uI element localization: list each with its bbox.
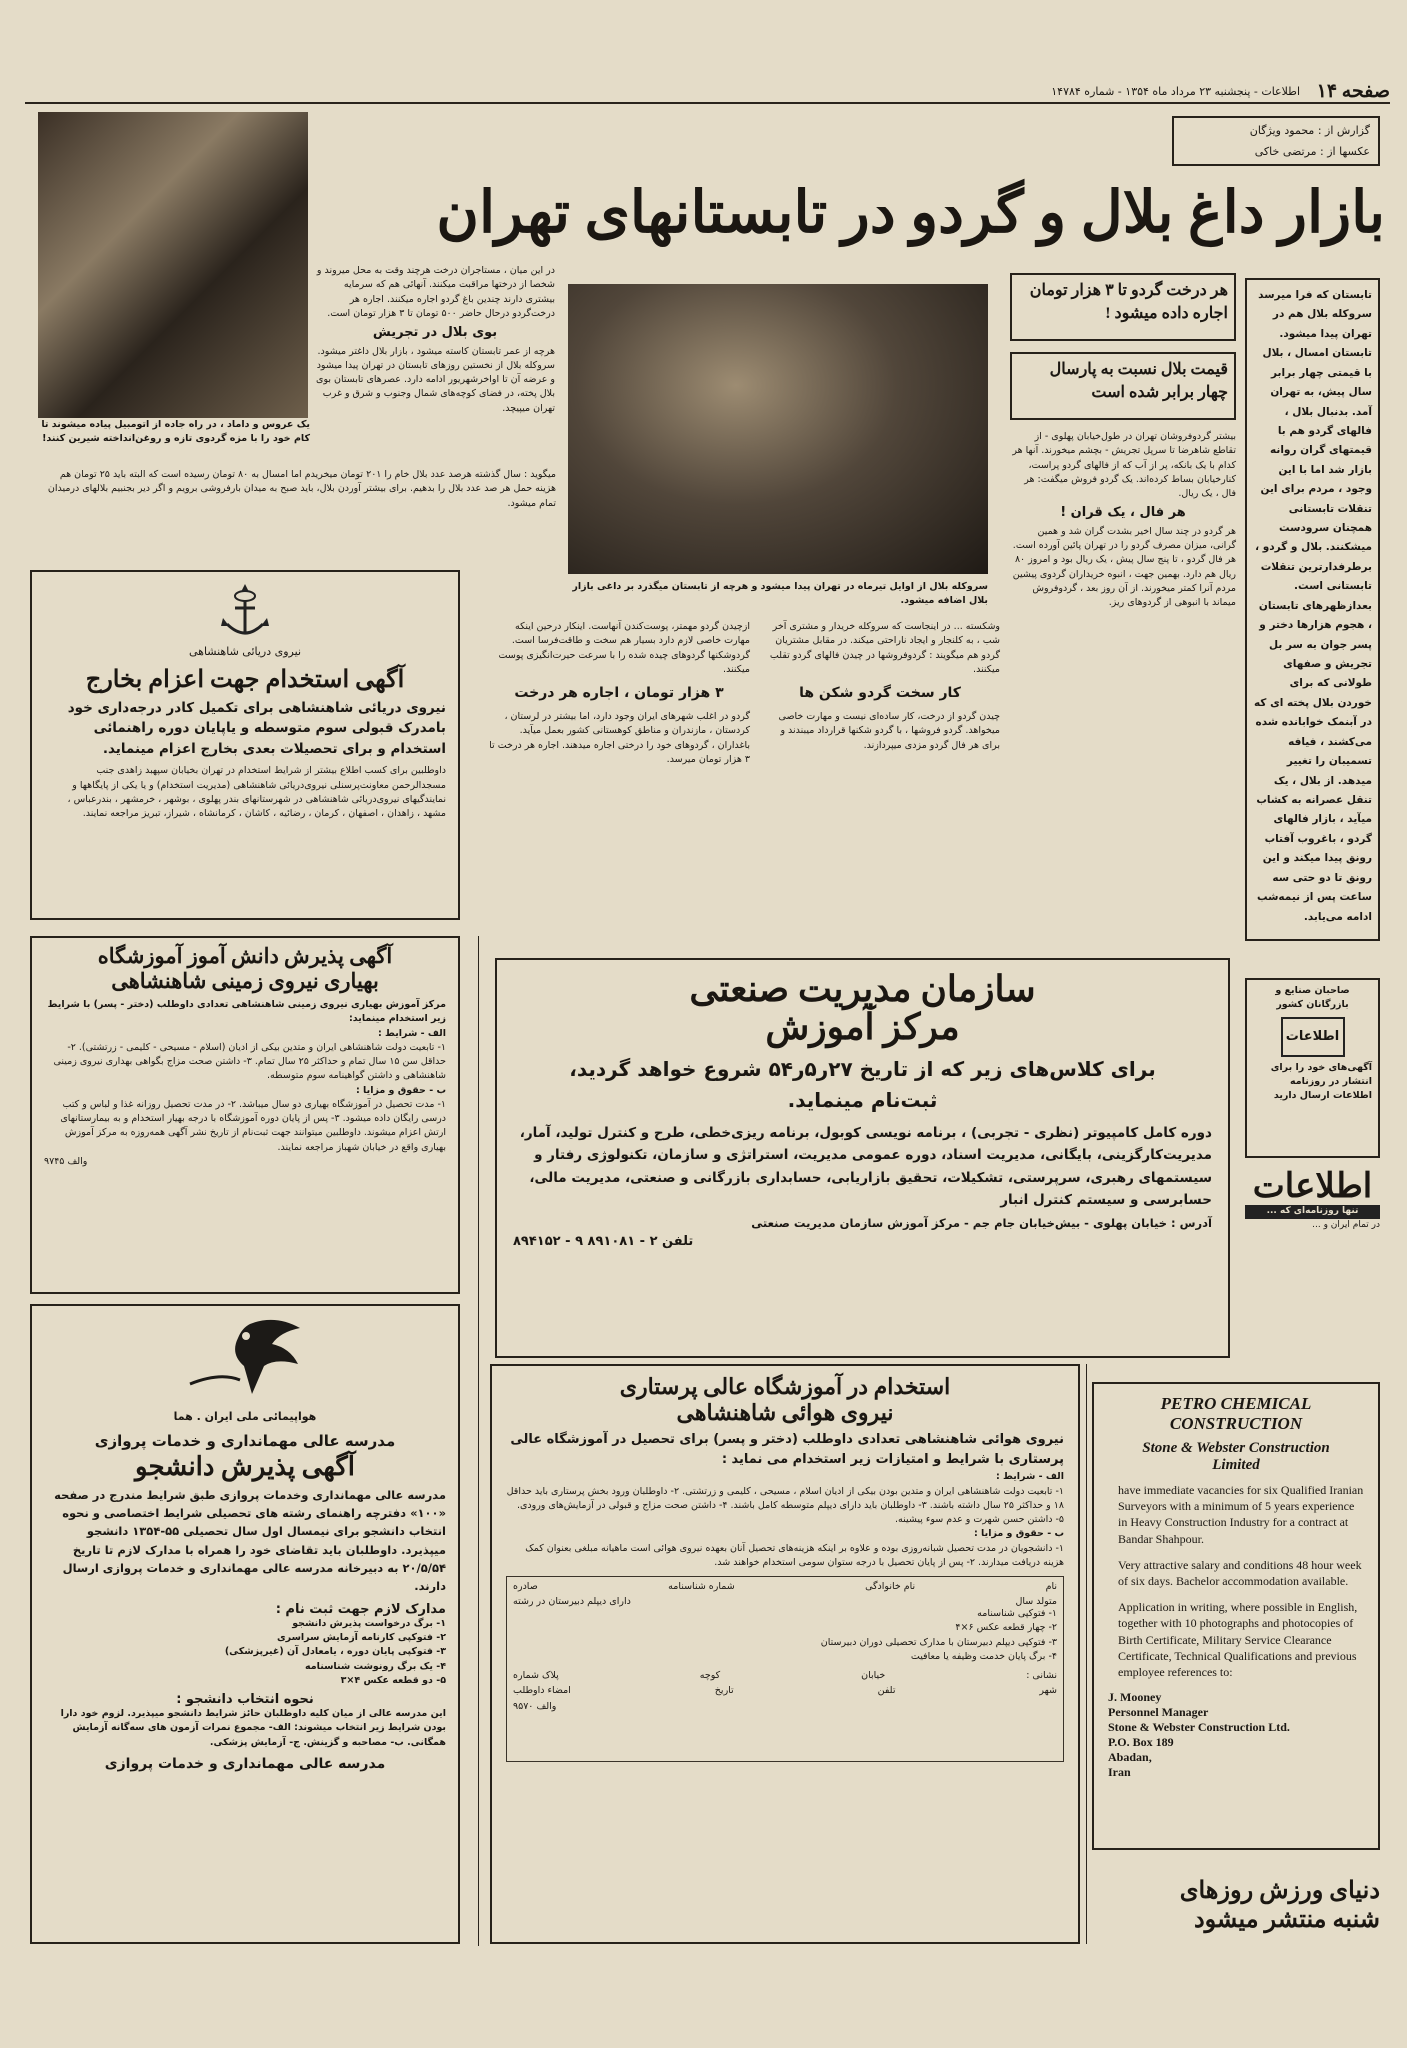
ettelaat-tagline: تنها روزنامه‌ای که ... xyxy=(1245,1205,1380,1219)
imi-courses: دوره کامل کامپیوتر (نظری - تجربی) ، برنامه نویسی کوبول، برنامه ریزی‌خطی، طرح و کنترل تولید، آمار، مدیریت‌کارگزینی، بایگانی، مدیریت اسناد، دوره عمومی مدیریت، استراتژی و سازمان، تکنولوژی رفتار و سیستمهای رهبری، سرپرستی، تشکیلات، تحقیق بازاریابی، حسابداری بازرگانی و صنعتی، مدیریت مالی، حسابرسی و سیستم کنترل انبار xyxy=(519,1125,1212,1208)
army-items-a: ۱- تابعیت دولت شاهنشاهی ایران و متدین بیکی از ادیان (اسلام - مسیحی - کلیمی - زرتشتی). ۲- حداقل سن ۱۵ سال تمام و حداکثر ۲۵ سال تمام. ۳- داشتن صحت مزاج بگواهی بهداری نیروی زمینی شاهنشاهی و داشتن گواهینامه سوم متوسطه. xyxy=(53,1041,446,1082)
nursing-title2: نیروی هوائی شاهنشاهی xyxy=(676,1400,894,1425)
petro-addr-3: Stone & Webster Construction Ltd. xyxy=(1108,1720,1290,1735)
petro-addr-2: Personnel Manager xyxy=(1108,1705,1209,1720)
army-ref: والف ۹۷۴۵ xyxy=(44,1155,88,1167)
form-address-row xyxy=(513,1670,1057,1681)
credits-box xyxy=(1172,116,1380,166)
nursing-form xyxy=(506,1576,1064,1762)
article-col-d xyxy=(488,620,750,769)
form-field-issued[interactable]: صادره xyxy=(513,1581,538,1593)
form-line-4: ۴- برگ پایان خدمت وظیفه یا معافیت xyxy=(910,1650,1057,1662)
form-field-family[interactable]: نام خانوادگی xyxy=(865,1581,916,1593)
column-rule xyxy=(478,936,479,1946)
form-addr-date[interactable]: تاریخ xyxy=(714,1685,734,1697)
photo-left-caption: یک عروس و داماد ، در راه جاده از اتومبیل پیاده میشوند تا کام خود را با مزه گردوی تازه و روغن‌انداخته شیرین کنند! xyxy=(41,419,310,445)
header-rule xyxy=(25,102,1390,104)
iran-air-body: مدرسه عالی مهمانداری وخدمات پروازی طبق شرایط مندرج در صفحه «۱۰۰» دفترچه راهنمای رشته های تحصیلی شرایط اختصاصی و نحوه انتخاب دانشجو برای نیمسال اول سال تحصیلی ۵۵-۱۳۵۴ دانشجو میپذیرد. داوطلبان باید تقاضای خود را همراه با مدارک لازم تا تاریخ ۲۰/۵/۵۴ به دبیرخانه مدرسه عالی مهمانداری و خدمات پروازی ارسال دارند. xyxy=(54,1487,446,1594)
report-credit: گزارش از : محمود ویژگان xyxy=(1249,124,1370,137)
sports-line2: شنبه منتشر میشود xyxy=(1193,1907,1380,1933)
form-row-2 xyxy=(513,1596,1057,1607)
petro-p3: Application in writing, where possible in English, together with 10 photographs and photocopies of Birth Certificate, Military Service Clearance Certificate, Technical Qualifications and previous employee references to: xyxy=(1118,1600,1358,1679)
ettelaat-promo xyxy=(1245,1168,1380,1348)
nursing-section-a: الف - شرایط : xyxy=(995,1471,1064,1483)
homa-logo-icon xyxy=(180,1314,310,1409)
iran-air-school: مدرسه عالی مهمانداری و خدمات پروازی xyxy=(94,1431,396,1450)
col-b-subhead: هر فال ، یک قران ! xyxy=(1060,505,1186,521)
iran-air-title: آگهی پذیرش دانشجو xyxy=(135,1451,355,1481)
homa-logo-text: هواپیمائی ملی ایران . هما xyxy=(173,1410,317,1423)
nursing-ref: والف ۹۵۷۰ xyxy=(513,1701,557,1713)
dateline: اطلاعات - پنجشنبه ۲۳ مرداد ماه ۱۳۵۴ - شماره ۱۴۷۸۴ xyxy=(1051,85,1300,98)
page-label: صفحه ۱۴ xyxy=(1316,81,1390,102)
form-addr-label: نشانی : xyxy=(1026,1670,1057,1682)
ettelaat-text: در تمام ایران و ... xyxy=(1312,1219,1380,1230)
col-e-top: در این میان ، مستاجران درخت هرچند وقت به محل میروند و شخصا از درختها مراقبت میکنند. آنهائی هم که سرمایه بیشتری دارند چندین باغ گردو اجاره میکنند. اجاره هر درخت‌گردو درحال حاضر ۵۰۰ تومان تا ۳ هزار تومان است. xyxy=(316,265,555,319)
photo-corn-seller xyxy=(568,284,988,574)
iran-air-ad xyxy=(30,1304,460,1944)
petro-addr-1: J. Mooney xyxy=(1108,1690,1162,1705)
col-b-intro: بیشتر گردوفروشان تهران در طول‌خیابان پهلوی - از تقاطع شاهرضا تا سرپل تجریش - بچشم میخورند. آنها هر کدام با یک بانکه، پر از آب که از فالهای گردو پراست، کنارخیابان بساط کرده‌اند. یک گردو فروش میگفت: هر فال ، یک ریال. xyxy=(1012,431,1236,499)
column-rule xyxy=(1086,1364,1087,1944)
form-line-3: ۳- فتوکپی دیپلم دبیرستان با مدارک تحصیلی دوران دبیرستان xyxy=(820,1636,1057,1648)
col-b-rest: هر گردو در چند سال اخیر بشدت گران شد و همین گرانی، میزان مصرف گردو را در تهران پائین آورده است. هر فال گردو ، تا پنج سال پیش ، یک ریال بود و امروز ۸۰ ریال هم دارد. بهمین جهت ، انبوه خریداران گردوی پیشین مردم آنرا کمتر میخورند. از آن روز بعد ، گردوفروش میماند با انبوهی از گردوهای ریز. xyxy=(1012,525,1236,608)
photo-mid-caption: سروکله بلال از اوایل تیرماه در تهران پیدا میشود و هرچه از تابستان میگذرد بر داغی بازار بلال اضافه میشود. xyxy=(572,581,988,607)
nursing-items-b: ۱- دانشجویان در مدت تحصیل شبانه‌روزی بوده و علاوه بر اینکه هزینه‌های تحصیل آنان بعهده نیروی هوائی است ماهیانه مبلغی بعنوان کمک هزینه دریافت میدارند. ۲- پس از پایان تحصیل با درجه ستوان سومی استخدام خواهند شد. xyxy=(525,1542,1064,1568)
form-addr-street[interactable]: خیابان xyxy=(861,1670,886,1682)
army-intro: مرکز آموزش بهیاری نیروی زمینی شاهنشاهی تعدادی داوطلب (دختر - پسر) با شرایط زیر استخدام مینماید: xyxy=(47,999,446,1025)
col-d-subhead: ۳ هزار تومان ، اجاره هر درخت xyxy=(514,685,724,701)
army-items-b: ۱- مدت تحصیل در آموزشگاه بهیاری دو سال میباشد. ۲- در مدت تحصیل روزانه غذا و لباس و کتب درسی رایگان داده میشود. ۳- پس از پایان دوره آموزشگاه با درجه بهیار استخدام و به بیمارستانهای ارتش اعزام میشوند. داوطلبین میتوانند جهت ثبت‌نام از تاریخ نشر آگهی همه‌روزه به مرکز آموزش بهیاری واقع در خیابان شهباز مراجعه نمایند. xyxy=(60,1098,446,1153)
ettelaat-brand: اطلاعات xyxy=(1252,1168,1373,1205)
army-aide-ad xyxy=(30,936,460,1294)
form-addr-phone[interactable]: تلفن xyxy=(877,1685,896,1697)
petro-ad xyxy=(1092,1382,1380,1850)
form-addr-alley[interactable]: کوچه xyxy=(699,1670,721,1682)
article-col-e xyxy=(315,264,555,418)
merchants-title: صاحبان صنایع و بازرگانان کشور xyxy=(1275,985,1350,1011)
form-addr-signature[interactable]: امضاء داوطلب xyxy=(513,1685,571,1697)
article-col-c xyxy=(760,620,1000,755)
imi-center: مرکز آموزش xyxy=(765,1007,960,1047)
col-e-rest: هرچه از عمر تابستان کاسته میشود ، بازار بلال داغتر میشود. سروکله بلال از نخستین روزهای تابستان در تهران پیدا میشود و عرضه آن تا اواخرشهریور ادامه دارد. عصرهای تابستان بوی بلال پخته، در فضای کوچه‌های شمال وجنوب و شرق و غرب تهران میپیچد. xyxy=(316,345,555,414)
petro-addr-5: Abadan, xyxy=(1108,1750,1152,1765)
article-right-col: تابستان که فرا میرسد سروکله بلال هم در تهران پیدا میشود. تابستان امسال ، بلال با قیمتی چهار برابر سال پیش، به تهران آمد. بدنبال بلال ، فالهای گردو هم با قیمتهای گران روانه بازار شد اما با این وجود ، مردم برای این تنقلات تابستانی همچنان سرودست میشکنند. بلال و گردو ، برطرفدارترین تنقلات تابستانی است. بعدازظهرهای تابستان ، هجوم هزارها دختر و پسر جوان به سر بل تجریش و صفهای طولانی که برای خوردن بلال پخته ای که در آبنمک خوابانده شده می‌کشند ، فیافه تسمیبان را تغییر میدهد. از بلال ، یک تنقل عصرانه به کشاب میآید ، بازار فالهای گردو ، باغروب آفتاب رونق پیدا میکند و این رونق تا دو حتی سه ساعت پس از نیمه‌شب ادامه می‌یابد. xyxy=(1245,278,1380,941)
form-line-2: ۲- چهار قطعه عکس ۶×۴ xyxy=(955,1622,1057,1634)
iran-air-footer: مدرسه عالی مهمانداری و خدمات پروازی xyxy=(104,1755,386,1772)
iran-air-doc-4: ۴- یک برگ رونوشت شناسنامه xyxy=(305,1660,446,1672)
article-col-b xyxy=(1010,430,1236,612)
subhead-box-corn: قیمت بلال نسبت به پارسال چهار برابر شده است xyxy=(1010,352,1236,420)
merchants-box xyxy=(1245,978,1380,1158)
iran-air-doc-1: ۱- برگ درخواست پذیرش دانشجو xyxy=(292,1617,446,1629)
col-c-rest: چیدن گردو از درخت، کار ساده‌ای نیست و مهارت خاصی میخواهد. گردو فروشها ، با گردو شکنها قرارداد میبندند و برای هر فال گردو مزدی میپردازند. xyxy=(778,711,1000,751)
petro-limited: Limited xyxy=(1212,1457,1260,1473)
sports-line1: دنیای ورزش روزهای xyxy=(1179,1878,1380,1904)
imi-classes: برای کلاس‌های زیر که از تاریخ ۲۷ر۵ر۵۴ شروع خواهد گردید، ثبت‌نام مینماید. xyxy=(569,1057,1156,1112)
petro-addr-4: P.O. Box 189 xyxy=(1108,1735,1174,1750)
col-e-subhead: بوی بلال در تجریش xyxy=(372,325,498,340)
imi-phones: تلفن ۲ - ۸۹۱۰۸۱ ۹ - ۸۹۴۱۵۲ xyxy=(513,1234,694,1250)
nursing-items-a: ۱- تابعیت دولت شاهنشاهی ایران و متدین بودن بیکی از ادیان اسلام ، مسیحی ، کلیمی و زرتشتی. ۲- داوطلبان ورود بخش پرستاری باید حداقل ۱۸ و حداکثر ۲۵ سال داشته باشند. ۳- داوطلبان باید دارای دیپلم متوسطه کامل باشند. ۴- داشتن صحت مزاج و قبولی در آزمایش‌های ورودی. ۵- داشتن حسن شهرت و عدم سوء پیشینه. xyxy=(506,1485,1064,1526)
sports-notice xyxy=(1092,1876,1380,1936)
iran-air-doc-2: ۲- فتوکپی کارنامه آزمایش سراسری xyxy=(276,1632,446,1644)
ettelaat-mini-logo-icon xyxy=(1281,1017,1345,1057)
col-d-rest: گردو در اغلب شهرهای ایران وجود دارد، اما بیشتر در لرستان ، کردستان ، مازندران و مناطق کوهستانی کشور بعمل میآید. باغداران ، گردوهای خود را درختی اجاره میدهند. اجاره هر درخت تا ۳ هزار تومان میرسد. xyxy=(489,711,750,765)
form-addr-city[interactable]: شهر xyxy=(1039,1685,1057,1697)
army-title2: بهیاری نیروی زمینی شاهنشاهی xyxy=(111,969,379,993)
form-field-name[interactable]: نام xyxy=(1045,1581,1057,1593)
nursing-ad xyxy=(490,1364,1080,1944)
photo-bride-groom xyxy=(38,112,308,418)
army-section-a: الف - شرایط : xyxy=(377,1027,446,1039)
photo-credit: عکسها از : مرتضی خاکی xyxy=(1254,144,1370,158)
navy-emblem-icon xyxy=(215,580,275,644)
subhead-box-walnut: هر درخت گردو تا ۳ هزار تومان اجاره داده میشود ! xyxy=(1010,273,1236,341)
navy-lead: نیروی دریائی شاهنشاهی برای تکمیل کادر درجه‌داری خود بامدرک قبولی سوم متوسطه و یاپایان دوره راهنمائی استخدام و برای تحصیلات بعدی بخارج اعزام مینماید. xyxy=(67,699,446,758)
iran-air-docs-title: مدارک لازم جهت ثبت نام : xyxy=(275,1601,446,1617)
army-title1: آگهی پذیرش دانش آموز آموزشگاه xyxy=(97,944,393,968)
iran-air-selection-title: نحوه انتخاب دانشجو : xyxy=(176,1692,314,1708)
form-address-row-2 xyxy=(513,1685,1057,1696)
nursing-section-b: ب - حقوق و مزایا : xyxy=(973,1528,1064,1540)
petro-addr-6: Iran xyxy=(1108,1765,1131,1780)
petro-p2: Very attractive salary and conditions 48 hour week of six days. Bachelor accommodation available. xyxy=(1118,1557,1362,1588)
col-d-top: ازچیدن گردو مهمتر، پوست‌کندن آنهاست. اینکار درحین اینکه مهارت خاصی لازم دارد بسیار هم سخت و طاقت‌فرسا است. گردوشکنها گردوهای چیده شده را با سرعت حیرت‌انگیزی پوست میکنند. xyxy=(498,621,750,675)
headline: بازار داغ بلال و گردو در تابستانهای تهران xyxy=(436,180,1385,245)
iran-air-doc-3: ۳- فتوکپی پایان دوره ، یامعادل‌ آن (غیرپزشکی) xyxy=(224,1646,446,1658)
army-section-b: ب - حقوق و مزایا : xyxy=(355,1084,446,1096)
navy-title: آگهی استخدام جهت اعزام بخارج xyxy=(85,666,405,693)
petro-title1: PETRO CHEMICAL xyxy=(1160,1394,1312,1413)
form-field-birthyear[interactable]: متولد سال xyxy=(1015,1596,1057,1608)
col-e-bottom: میگوید : سال گذشته هرصد عدد بلال خام را ۲۰۱ تومان میخریدم اما امسال به ۸۰ تومان رسیده است که البته باید ۲۵ تومان هم هزینه حمل هر صد عدد بلال را بدهیم. برای بیشتر آوردن بلال، باید صبح به میدان بارفروشی برویم و اگر دیر بجنبیم بلالهای درمیدان تمام میشود. xyxy=(47,469,556,509)
imi-ad xyxy=(495,958,1230,1358)
form-field-id[interactable]: شماره شناسنامه xyxy=(668,1581,735,1593)
petro-company: Stone & Webster Construction xyxy=(1142,1440,1330,1456)
nursing-lead: نیروی هوائی شاهنشاهی تعدادی داوطلب (دختر و پسر) برای تحصیل در آموزشگاه عالی پرستاری با شرایط و امتیازات زیر استخدام می نماید : xyxy=(510,1432,1064,1468)
navy-org: نیروی دریائی شاهنشاهی xyxy=(188,645,302,658)
form-addr-number[interactable]: پلاک شماره xyxy=(513,1670,559,1682)
col-c-subhead: کار سخت گردو شکن ها xyxy=(799,685,961,701)
navy-body: داوطلبین برای کسب اطلاع بیشتر از شرایط استخدام در تهران بخیابان سپهبد زاهدی جنب مسجدالرحمن معاونت‌پرسنلی نیروی‌دریائی شاهنشاهی (مدیریت استخدام) و یا یکی از پایگاهها و نمایندگیهای نیروی‌دریائی شاهنشاهی در شهرستانهای بندر پهلوی ، بوشهر ، خرمشهر ، بندرعباس ، مشهد ، زاهدان ، اصفهان ، کرمان ، رضائیه ، کاشان ، کرمانشاه ، شیراز، تبریز مراجعه نمایند. xyxy=(67,765,446,820)
iran-air-doc-5: ۵- دو قطعه عکس ۴×۳ xyxy=(340,1674,446,1686)
form-line-1: ۱- فتوکپی شناسنامه xyxy=(977,1608,1057,1620)
col-c-top: وشکسته ... در اینجاست که سروکله خریدار و مشتری آخر شب ، به کلنجار و ایجاد ناراحتی میکند. در مقابل مشتریان گردو هم میگویند : گردوفروشها در چیدن فالهای گردو تقلب میکنند. xyxy=(769,621,1000,675)
imi-address: آدرس : خیابان پهلوی - بیش‌خیابان جام جم - مرکز آموزش سازمان مدیریت صنعتی xyxy=(751,1216,1212,1231)
iran-air-selection: این مدرسه عالی از میان کلیه داوطلبان حائز شرایط دانشجو میپذیرد. لزوم خود دارا بودن شرایط زیر انتخاب میشوند: الف- مجموع نمرات آزمون های سه‌گانه آزمایش همگانی. ب- مصاحبه و گزینش. ج- آزمایش پزشکی. xyxy=(60,1708,446,1748)
navy-ad xyxy=(30,570,460,920)
petro-title2: CONSTRUCTION xyxy=(1169,1414,1303,1433)
form-field-diploma[interactable]: دارای دیپلم دبیرستان در رشته xyxy=(513,1596,631,1608)
imi-org: سازمان مدیریت صنعتی xyxy=(689,969,1036,1009)
form-header-row xyxy=(513,1581,1057,1592)
merchants-small: آگهی‌های خود را برای انتشار در روزنامه اطلاعات ارسال دارید xyxy=(1270,1061,1372,1101)
ettelaat-mini-brand: اطلاعات xyxy=(1285,1029,1340,1044)
nursing-title1: استخدام در آموزشگاه عالی پرستاری xyxy=(619,1374,951,1399)
petro-p1: have immediate vacancies for six Qualified Iranian Surveyors with a minimum of 5 years experience in Heavy Construction Industry for a contract at Bandar Shahpour. xyxy=(1118,1483,1364,1546)
